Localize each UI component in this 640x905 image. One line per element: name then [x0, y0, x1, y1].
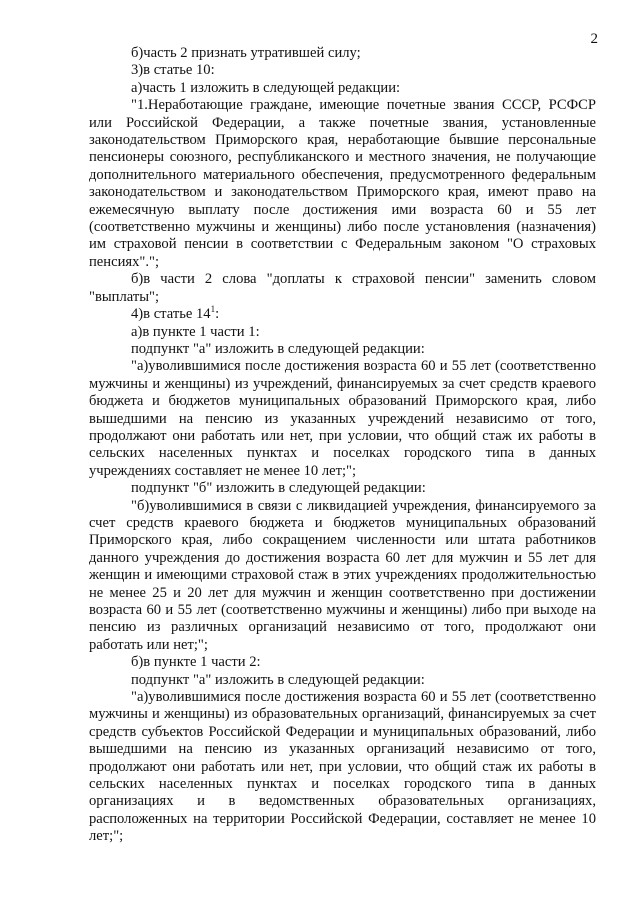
paragraph-subpoint-b-text: "б)уволившимися в связи с ликвидацией учреждения, финансируемого за счет средств краевого бюджета и бюджетов муниципальных образований Приморского края, либо сокращением численности или штата работников данного учреждения до достижения возраста 60 лет для мужчин и 55 лет для женщин и имеющими страховой стаж в этих учреждениях продолжительностью не менее 25 и 20 лет для мужчин и женщин соответственно при достижении возраста 60 и 55 лет (соответственно мужчины и женщины) либо при выходе на пенсию из различных организаций независимо от того, продолжают они работать или нет;";: [89, 497, 596, 653]
paragraph-article10-part1-text: "1.Неработающие граждане, имеющие почетные звания СССР, РСФСР или Российской Федерации, а также почетные звания, установленные законодательством Приморского края, неработающие бывшие персональные пенсионеры союзного, республиканского и местного значения, не получающие дополнительного материального обеспечения, предусмотренного федеральным законодательством и законодательством Приморского края, имеют право на ежемесячную выплату после достижения ими возраста 60 и 55 лет (соответственно мужчины и женщины) либо после установления (назначения) им страховой пенсии в соответствии с Федеральным законом "О страховых пенсиях".";: [89, 97, 596, 270]
paragraph-part2-subpoint-a-text: "а)уволившимися после достижения возраста 60 и 55 лет (соответственно мужчины и женщины) из образовательных организаций, финансируемых за счет средств субъектов Российской Федерации и муниципальных образований, либо вышедшими на пенсию из указанных организаций независимо от того, продолжают они работать или нет, при условии, что общий стаж их работы в сельских населенных пунктах и поселках городского типа в данных организациях и в ведомственных образовательных организациях, расположенных на территории Российской Федерации, составляет не менее 10 лет;";: [89, 689, 596, 845]
paragraph-point1-part2: б)в пункте 1 части 2:: [131, 654, 261, 671]
paragraph-subpoint-a-heading: подпункт "а" изложить в следующей редакции:: [131, 340, 425, 357]
paragraph-subpoint-b-heading: подпункт "б" изложить в следующей редакции:: [131, 480, 426, 497]
paragraph-point1-part1: а)в пункте 1 части 1:: [131, 323, 260, 340]
paragraph-article10-part2: б)в части 2 слова "доплаты к страховой пенсии" заменить словом "выплаты";: [89, 271, 596, 305]
document-body: [89, 45, 596, 846]
paragraph-article14-heading: [89, 306, 596, 323]
article14-superscript: 1: [210, 304, 216, 315]
paragraph-article10-heading: 3)в статье 10:: [131, 62, 215, 79]
paragraph-article10-part1: а)часть 1 изложить в следующей редакции:: [131, 79, 401, 96]
article14-colon: :: [215, 306, 220, 323]
paragraph-subpoint-a-text: "а)уволившимися после достижения возраста 60 и 55 лет (соответственно мужчины и женщины) из учреждений, финансируемых за счет средств краевого бюджета и бюджетов муниципальных образований Приморского края, либо вышедшими на пенсию из указанных учреждений независимо от того, продолжают они работать или нет, при условии, что общий стаж их работы в сельских населенных пунктах и поселках городского типа в данных учреждениях составляет не менее 10 лет;";: [89, 358, 596, 479]
page-number: 2: [590, 31, 598, 47]
article14-label: 4)в статье 14: [131, 306, 211, 323]
paragraph-part2-repeal: б)часть 2 признать утратившей силу;: [131, 45, 361, 61]
paragraph-part2-subpoint-a-heading: подпункт "а" изложить в следующей редакции:: [131, 671, 425, 688]
